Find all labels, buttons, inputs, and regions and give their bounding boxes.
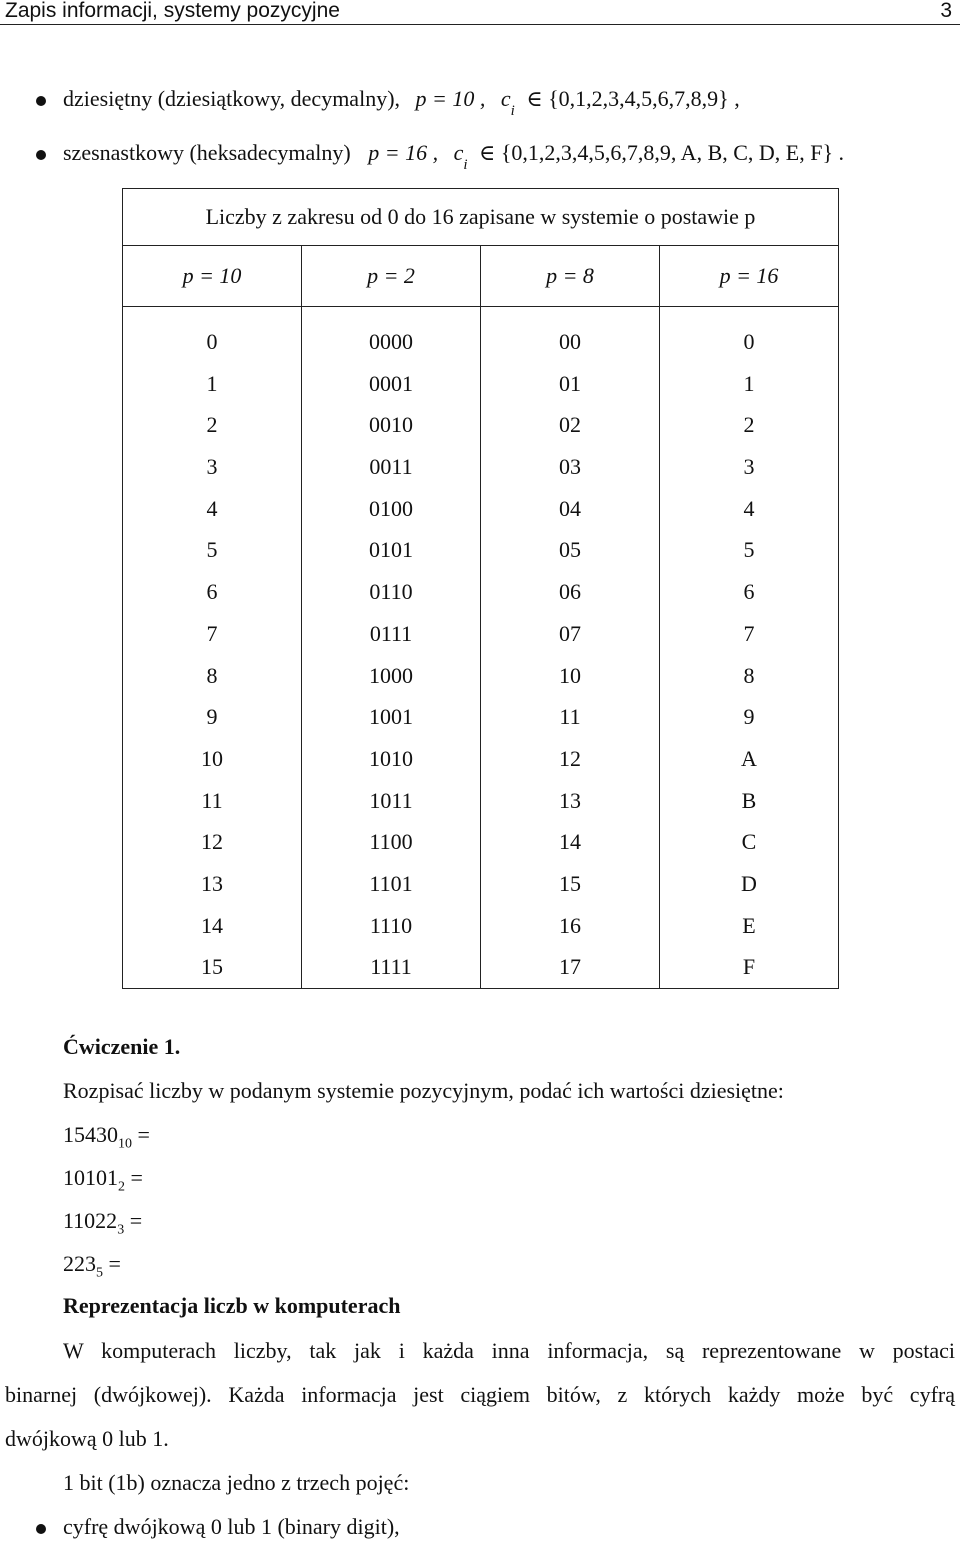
item-equals: =	[125, 1165, 143, 1190]
item-base: 5	[96, 1265, 103, 1281]
section-line: W komputerach liczby, tak jak i każda inna informacja, są reprezentowane w postaci	[63, 1338, 955, 1363]
table-cell: 0101	[369, 537, 413, 563]
bullet-label: dziesiętny (dziesiątkowy, decymalny),	[63, 86, 401, 111]
table-cell: 1111	[370, 954, 412, 980]
item-number: 15430	[63, 1122, 118, 1147]
table-cell: 10	[201, 745, 223, 771]
bullet-label: szesnastkowy (heksadecymalny)	[63, 140, 351, 165]
table-cell: D	[741, 870, 757, 896]
header-p8: p = 8	[481, 246, 660, 307]
table-cell: A	[741, 745, 757, 771]
table-cell: 6	[206, 579, 218, 605]
digit-set: ∈ {0,1,2,3,4,5,6,7,8,9} ,	[526, 86, 740, 111]
table-cell: 10	[559, 662, 581, 688]
table-cell: E	[742, 912, 756, 938]
table-cell: 16	[559, 912, 581, 938]
table-cell: 1101	[369, 870, 413, 896]
table-cell: 1	[206, 370, 218, 396]
bullet-decimal-text	[63, 86, 740, 119]
table-cell: 8	[206, 662, 218, 688]
section-title: Reprezentacja liczb w komputerach	[63, 1293, 401, 1318]
table-cell: 11	[201, 787, 223, 813]
table-cell: 5	[206, 537, 218, 563]
exercise-item	[63, 1122, 150, 1152]
table-cell: 0	[743, 329, 755, 354]
table-cell: C	[741, 829, 757, 855]
p-equation: p = 10 ,	[415, 86, 486, 111]
exercise-item	[63, 1208, 142, 1238]
table-cell: 1	[743, 370, 755, 396]
table-cell: 01	[559, 370, 581, 396]
table-cell: 0010	[369, 412, 413, 438]
item-base: 10	[118, 1136, 132, 1152]
table-cell: 1000	[369, 662, 413, 688]
table-cell: 1110	[369, 912, 413, 938]
table-cell: 03	[559, 454, 581, 480]
table-cell: 6	[743, 579, 755, 605]
table-cell: 1100	[369, 829, 413, 855]
table-cell: 1011	[369, 787, 413, 813]
table-cell: 0000	[369, 329, 413, 354]
item-equals: =	[132, 1122, 150, 1147]
table-cell: 12	[201, 829, 223, 855]
column-hex	[660, 307, 839, 989]
item-equals: =	[124, 1208, 143, 1233]
table-cell: 4	[743, 495, 755, 521]
table-cell: 9	[206, 704, 218, 730]
exercise-item	[63, 1251, 121, 1281]
table-cell: 4	[206, 495, 218, 521]
item-number: 11022	[63, 1208, 118, 1233]
item-equals: =	[103, 1251, 121, 1276]
bit-bullet-text: cyfrę dwójkową 0 lub 1 (binary digit),	[63, 1514, 400, 1539]
table-cell: 12	[559, 745, 581, 771]
table-cell: 0110	[369, 579, 413, 605]
table-cell: 7	[206, 620, 218, 646]
table-cell: 3	[743, 454, 755, 480]
column-decimal	[123, 307, 302, 989]
page-header	[0, 0, 960, 25]
table-cell: 0100	[369, 495, 413, 521]
header-p16: p = 16	[660, 246, 839, 307]
table-cell: F	[742, 954, 756, 980]
table-caption: Liczby z zakresu od 0 do 16 zapisane w systemie o postawie p	[123, 189, 839, 246]
table-cell: 5	[743, 537, 755, 563]
table-cell: 02	[559, 412, 581, 438]
table-cell: 1001	[369, 704, 413, 730]
c-symbol: c	[453, 140, 464, 165]
bullet-dot-icon	[36, 96, 46, 106]
bullet-hex-text	[63, 140, 845, 173]
table-cell: 9	[743, 704, 755, 730]
table-cell: 07	[559, 620, 581, 646]
column-octal	[481, 307, 660, 989]
table-cell: 13	[201, 870, 223, 896]
table-cell: 13	[559, 787, 581, 813]
section-line: binarnej (dwójkowej). Każda informacja jest ciągiem bitów, z których każdy może być cyfrą	[5, 1382, 955, 1407]
table-cell: 2	[743, 412, 755, 438]
bit-definition: 1 bit (1b) oznacza jedno z trzech pojęć:	[63, 1470, 410, 1495]
table-cell: 14	[559, 829, 581, 855]
c-symbol: c	[500, 86, 511, 111]
page-number: 3	[940, 0, 952, 22]
table-cell: 11	[559, 704, 581, 730]
exercise-instruction: Rozpisać liczby w podanym systemie pozycyjnym, podać ich wartości dziesiętne:	[63, 1078, 784, 1103]
bullet-dot-icon	[36, 150, 46, 160]
exercise-item	[63, 1165, 143, 1195]
bullet-dot-icon	[36, 1524, 46, 1534]
p-equation: p = 16 ,	[368, 140, 439, 165]
header-title: Zapis informacji, systemy pozycyjne	[5, 0, 340, 22]
table-cell: 7	[743, 620, 755, 646]
c-subscript: i	[463, 157, 468, 173]
table-cell: 3	[206, 454, 218, 480]
table-cell: 14	[201, 912, 223, 938]
item-number: 10101	[63, 1165, 118, 1190]
table-cell: 00	[559, 329, 581, 354]
header-p2: p = 2	[302, 246, 481, 307]
header-p10: p = 10	[123, 246, 302, 307]
table-cell: 2	[206, 412, 218, 438]
table-cell: B	[741, 787, 757, 813]
exercise-title: Ćwiczenie 1.	[63, 1034, 181, 1059]
table-cell: 04	[559, 495, 581, 521]
table-cell: 05	[559, 537, 581, 563]
section-line: dwójkową 0 lub 1.	[5, 1426, 169, 1451]
item-base: 3	[117, 1222, 125, 1238]
item-base: 2	[118, 1179, 125, 1195]
table-cell: 0001	[369, 370, 413, 396]
table-cell: 0	[206, 329, 218, 354]
c-subscript: i	[510, 103, 515, 119]
column-binary	[302, 307, 481, 989]
table-cell: 06	[559, 579, 581, 605]
table-cell: 1010	[369, 745, 413, 771]
table-cell: 15	[559, 870, 581, 896]
table-cell: 0011	[369, 454, 413, 480]
table-cell: 17	[559, 954, 581, 980]
digit-set: ∈ {0,1,2,3,4,5,6,7,8,9, A, B, C, D, E, F} .	[479, 140, 845, 165]
number-systems-table	[122, 188, 839, 989]
table-cell: 8	[743, 662, 755, 688]
table-cell: 0111	[369, 620, 413, 646]
item-number: 223	[63, 1251, 96, 1276]
table-cell: 15	[201, 954, 223, 980]
